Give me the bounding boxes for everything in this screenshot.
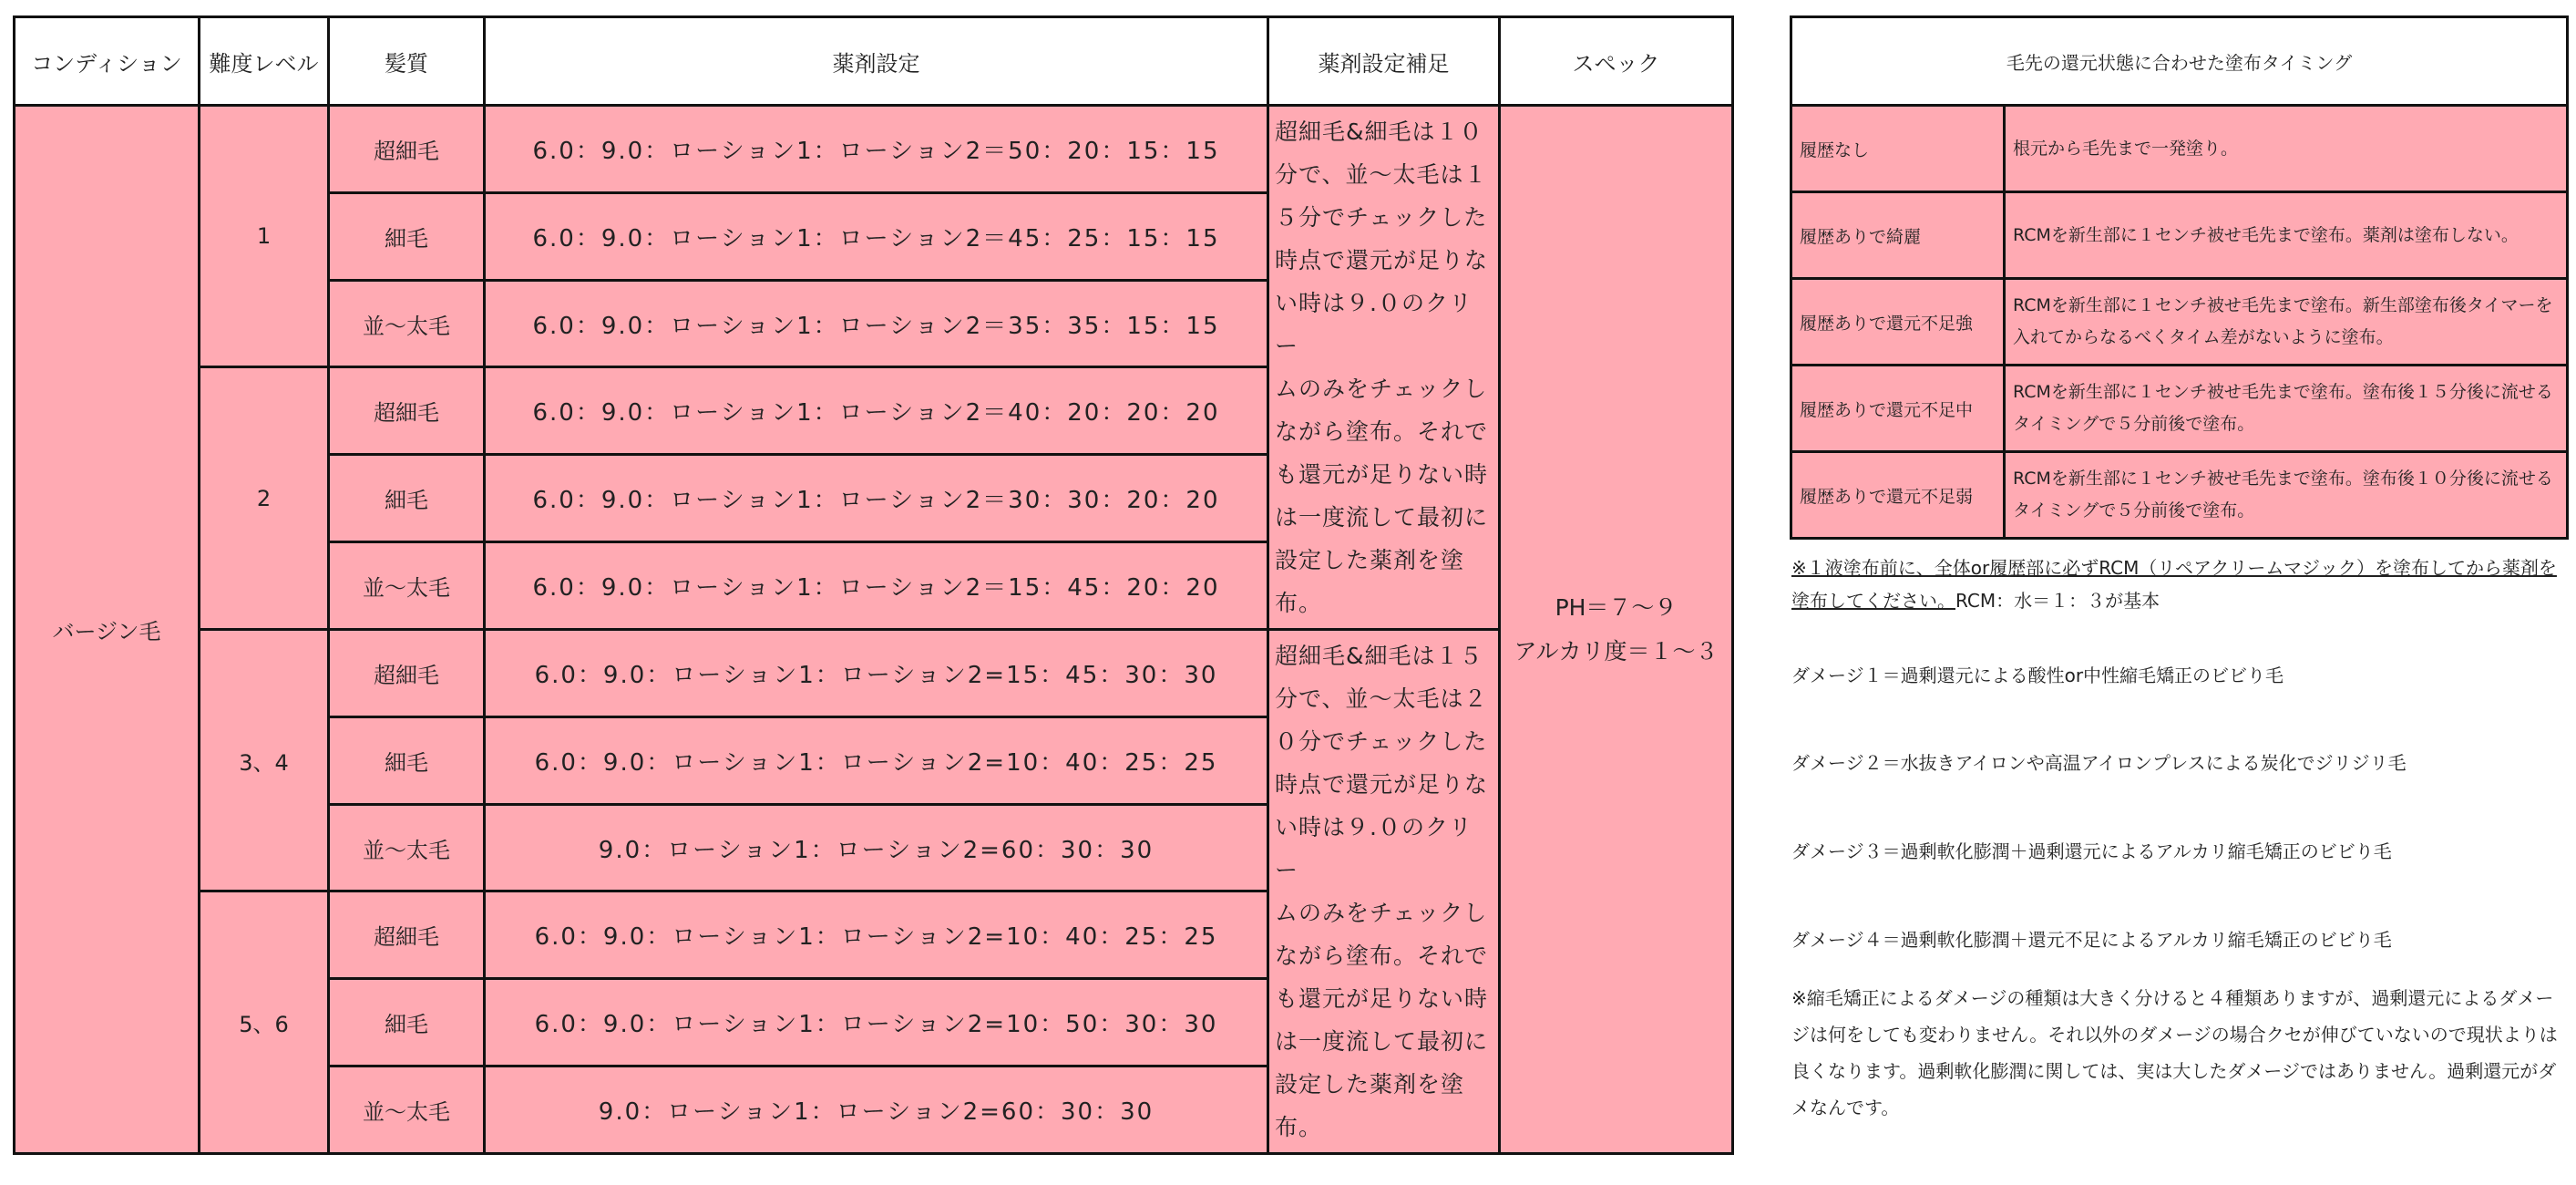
note-line: 超細毛&細毛は１０	[1275, 118, 1483, 145]
note-line: 分で、並〜太毛は１	[1275, 160, 1488, 188]
note-line: い時は９.０のクリー	[1275, 813, 1473, 883]
history-desc: RCMを新生部に１センチ被せ毛先まで塗布。薬剤は塗布しない。	[2005, 192, 2568, 279]
main-header-row	[15, 17, 1733, 106]
spec-cell	[1500, 106, 1733, 1154]
history-desc: RCMを新生部に１センチ被せ毛先まで塗布。新生部塗布後タイマーを入れてからなるべくタイム差がないように塗布。	[2005, 279, 2568, 366]
note-line: 時点で還元が足りな	[1275, 246, 1489, 273]
hair-cell: 超細毛	[329, 891, 485, 979]
header-difficulty: 難度レベル	[200, 17, 329, 106]
hair-cell: 細毛	[329, 192, 485, 280]
formula-cell: 6.0：9.0：ローション1：ローション2＝45：25：15：15	[485, 192, 1268, 280]
header-supplement: 薬剤設定補足	[1268, 17, 1500, 106]
table-row	[1791, 279, 2568, 366]
damage-3: ダメージ３＝過剰軟化膨潤＋過剰還元によるアルカリ縮毛矯正のビビり毛	[1791, 840, 2392, 862]
supplement-note-1	[1268, 106, 1500, 630]
note-line: 設定した薬剤を塗	[1275, 1070, 1465, 1097]
hair-cell: 細毛	[329, 455, 485, 542]
formula-cell: 6.0：9.0：ローション1：ローション2=10：40：25：25	[485, 891, 1268, 979]
history-label: 履歴ありで還元不足弱	[1791, 452, 2005, 539]
formula-cell: 6.0：9.0：ローション1：ローション2＝15：45：20：20	[485, 542, 1268, 630]
level-cell: 2	[200, 367, 329, 629]
hair-cell: 細毛	[329, 716, 485, 804]
hair-cell: 並〜太毛	[329, 280, 485, 367]
note-line: も還元が足りない時	[1275, 460, 1489, 488]
note-line: は一度流して最初に	[1275, 503, 1489, 531]
rcm-ratio: RCM：水＝１：３が基本	[1955, 590, 2160, 612]
table-row	[1791, 106, 2568, 192]
application-timing-table	[1790, 15, 2569, 540]
main-chemical-table	[13, 15, 1734, 1155]
level-cell: 1	[200, 106, 329, 367]
history-label: 履歴ありで綺麗	[1791, 192, 2005, 279]
hair-cell: 細毛	[329, 979, 485, 1066]
note-line: 超細毛&細毛は１５	[1275, 642, 1483, 669]
header-chemical: 薬剤設定	[485, 17, 1268, 106]
table-row	[15, 106, 1733, 193]
header-spec: スペック	[1500, 17, 1733, 106]
note-line: ムのみをチェックし	[1275, 899, 1488, 926]
table-row	[1791, 452, 2568, 539]
history-label: 履歴なし	[1791, 106, 2005, 192]
hair-cell: 並〜太毛	[329, 804, 485, 891]
formula-cell: 6.0：9.0：ローション1：ローション2＝35：35：15：15	[485, 280, 1268, 367]
condition-cell: バージン毛	[15, 106, 200, 1154]
damage-2: ダメージ２＝水抜きアイロンや高温アイロンプレスによる炭化でジリジリ毛	[1791, 752, 2407, 774]
side-header-row	[1791, 17, 2568, 106]
formula-cell: 6.0：9.0：ローション1：ローション2=10：40：25：25	[485, 716, 1268, 804]
note-line: も還元が足りない時	[1275, 984, 1489, 1012]
spec-ph: PH＝７〜９	[1555, 593, 1678, 621]
formula-cell: 9.0：ローション1：ローション2=60：30：30	[485, 804, 1268, 891]
formula-cell: 6.0：9.0：ローション1：ローション2＝40：20：20：20	[485, 367, 1268, 455]
note-line: ０分でチェックした	[1275, 727, 1488, 755]
note-line: ながら塗布。それで	[1275, 417, 1489, 445]
level-cell: 3、4	[200, 629, 329, 891]
rcm-note-underlined: ※１液塗布前に、全体or履歴部に必ずRCM（リペアクリームマジック）を塗布してから薬剤を塗布してください。	[1791, 557, 2557, 612]
table-row	[15, 629, 1733, 716]
hair-cell: 超細毛	[329, 629, 485, 716]
note-line: 設定した薬剤を塗	[1275, 546, 1465, 573]
history-desc: 根元から毛先まで一発塗り。	[2005, 106, 2568, 192]
note-line: ながら塗布。それで	[1275, 942, 1489, 969]
damage-summary: ※縮毛矯正によるダメージの種類は大きく分けると４種類ありますが、過剰還元によるダメージは何をしても変わりません。それ以外のダメージの場合クセが伸びていないので現状よりは良くなります。過剰軟化膨潤に関しては、実は大したダメージではありません。過剰還元がダメなんです。	[1791, 987, 2558, 1118]
history-desc: RCMを新生部に１センチ被せ毛先まで塗布。塗布後１５分後に流せるタイミングで５分前後で塗布。	[2005, 366, 2568, 452]
formula-cell: 6.0：9.0：ローション1：ローション2＝30：30：20：20	[485, 455, 1268, 542]
formula-cell: 9.0：ローション1：ローション2=60：30：30	[485, 1066, 1268, 1154]
note-line: ５分でチェックした	[1275, 203, 1488, 231]
note-line: 布。	[1275, 589, 1323, 616]
formula-cell: 6.0：9.0：ローション1：ローション2=15：45：30：30	[485, 629, 1268, 716]
damage-1: ダメージ１＝過剰還元による酸性or中性縮毛矯正のビビり毛	[1791, 665, 2284, 686]
note-line: 布。	[1275, 1113, 1323, 1140]
note-line: 分で、並〜太毛は２	[1275, 685, 1488, 712]
history-label: 履歴ありで還元不足強	[1791, 279, 2005, 366]
hair-cell: 超細毛	[329, 106, 485, 193]
note-line: 時点で還元が足りな	[1275, 770, 1489, 798]
side-table-title: 毛先の還元状態に合わせた塗布タイミング	[1791, 17, 2568, 106]
hair-cell: 超細毛	[329, 367, 485, 455]
note-line: は一度流して最初に	[1275, 1027, 1489, 1055]
table-row	[1791, 192, 2568, 279]
hair-cell: 並〜太毛	[329, 1066, 485, 1154]
note-line: ムのみをチェックし	[1275, 375, 1488, 402]
formula-cell: 6.0：9.0：ローション1：ローション2=10：50：30：30	[485, 979, 1268, 1066]
hair-cell: 並〜太毛	[329, 542, 485, 630]
header-condition: コンディション	[15, 17, 200, 106]
level-cell: 5、6	[200, 891, 329, 1154]
table-row	[1791, 366, 2568, 452]
spec-alkalinity: アルカリ度＝１〜３	[1514, 637, 1719, 665]
history-label: 履歴ありで還元不足中	[1791, 366, 2005, 452]
note-line: い時は９.０のクリー	[1275, 289, 1473, 359]
rcm-note	[1791, 551, 2566, 617]
history-desc: RCMを新生部に１センチ被せ毛先まで塗布。塗布後１０分後に流せるタイミングで５分前後で塗布。	[2005, 452, 2568, 539]
formula-cell: 6.0：9.0：ローション1：ローション2＝50：20：15：15	[485, 106, 1268, 193]
damage-4: ダメージ４＝過剰軟化膨潤＋還元不足によるアルカリ縮毛矯正のビビり毛	[1791, 929, 2392, 951]
header-hair-type: 髪質	[329, 17, 485, 106]
supplement-note-2	[1268, 629, 1500, 1153]
